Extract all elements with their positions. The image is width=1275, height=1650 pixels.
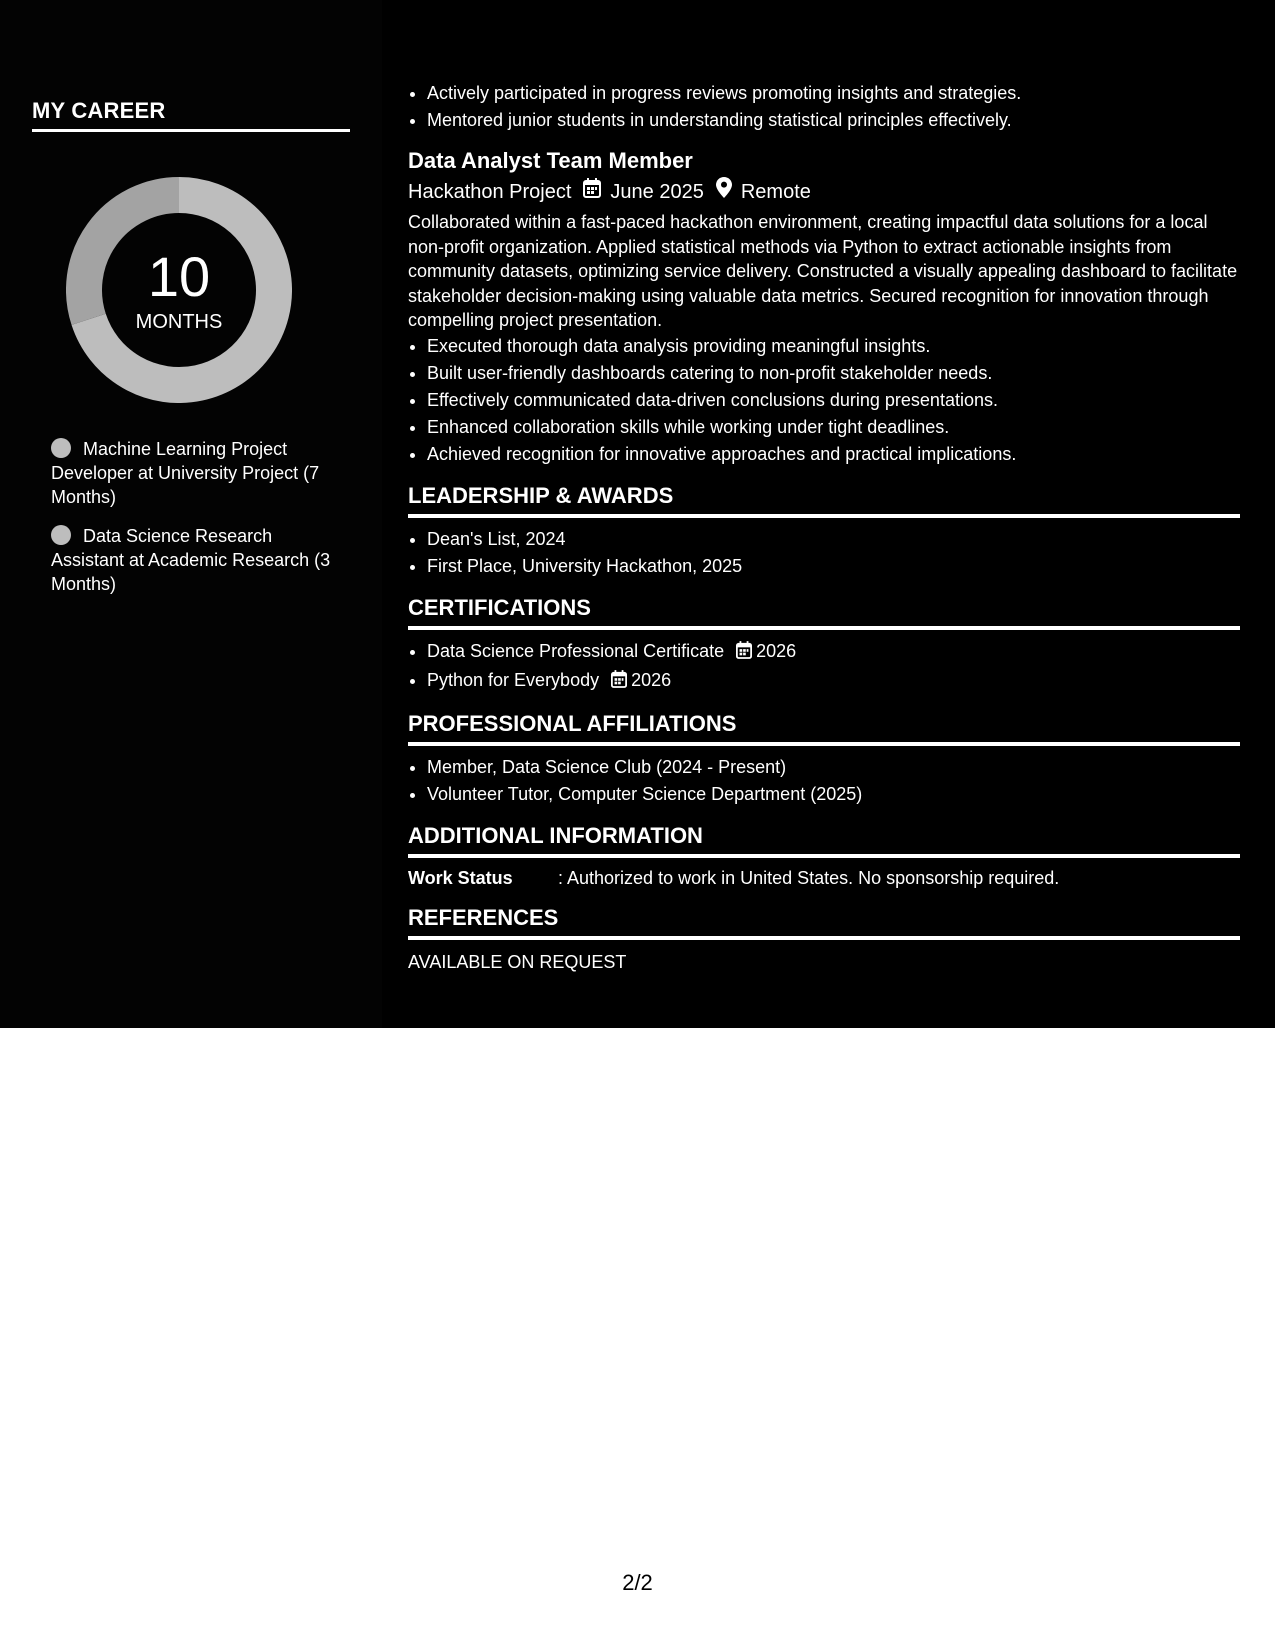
section-rule: [408, 936, 1240, 940]
career-heading-rule: [32, 129, 350, 132]
section-rule: [408, 626, 1240, 630]
career-dot-icon: [51, 525, 71, 545]
list-item: • Member, Data Science Club (2024 - Present): [427, 754, 1240, 781]
certifications-list: [408, 638, 1240, 696]
list-item: [427, 667, 1240, 696]
certifications-section-title: CERTIFICATIONS: [408, 594, 591, 620]
donut-unit-label: MONTHS: [135, 311, 223, 333]
references-section-title: REFERENCES: [408, 904, 559, 930]
main-column: [408, 80, 1240, 974]
list-item: [427, 638, 1240, 667]
list-item: • Effectively communicated data-driven conclusions during presentations.: [427, 387, 1240, 414]
certification-name: Data Science Professional Certificate: [427, 640, 725, 661]
career-donut-chart: [66, 177, 292, 403]
previous-job-bullets: [408, 80, 1240, 134]
career-dot-icon: [51, 438, 71, 458]
section-rule: [408, 514, 1240, 518]
certification-year: 2026: [756, 640, 797, 661]
leadership-list: [408, 526, 1240, 580]
job-date: June 2025: [610, 181, 704, 203]
work-status-row: [408, 866, 1240, 890]
affiliations-section-title: PROFESSIONAL AFFILIATIONS: [408, 710, 737, 736]
list-item: • Volunteer Tutor, Computer Science Department (2025): [427, 781, 1240, 808]
career-heading: MY CAREER: [32, 98, 166, 123]
donut-total-number: 10: [147, 245, 211, 308]
section-rule: [408, 854, 1240, 858]
career-item: [51, 437, 341, 509]
leadership-section-title: LEADERSHIP & AWARDS: [408, 482, 674, 508]
career-item-text: Data Science Research Assistant at Academic Research (3 Months): [51, 526, 331, 594]
job-bullets: [408, 333, 1240, 468]
list-item: • Executed thorough data analysis providing meaningful insights.: [427, 333, 1240, 360]
work-status-value: : Authorized to work in United States. No sponsorship required.: [558, 867, 1060, 888]
certification-year: 2026: [631, 669, 672, 690]
career-item: [51, 524, 341, 596]
list-item: • First Place, University Hackathon, 2025: [427, 553, 1240, 580]
career-item-text: Machine Learning Project Developer at University Project (7 Months): [51, 439, 320, 507]
list-item: • Achieved recognition for innovative approaches and practical implications.: [427, 441, 1240, 468]
job-meta: [408, 176, 1240, 208]
list-item: • Actively participated in progress reviews promoting insights and strategies.: [427, 80, 1240, 107]
work-status-label: Work Status: [408, 867, 513, 888]
list-item: • Mentored junior students in understanding statistical principles effectively.: [427, 107, 1240, 134]
job-location: Remote: [740, 181, 811, 203]
job-title: Data Analyst Team Member: [408, 148, 693, 173]
list-item: • Dean's List, 2024: [427, 526, 1240, 553]
references-text: AVAILABLE ON REQUEST: [408, 951, 627, 972]
job-company: Hackathon Project: [408, 181, 572, 203]
job-description: Collaborated within a fast-paced hackathon environment, creating impactful data solutions for a local non-profit organization. Applied statistical methods via Python to extract actionable insights from community datasets, optimizing service delivery. Constructed a visually appealing dashboard to facilitate stakeholder decision-making using valuable data metrics. Secured recognition for innovation through compelling project presentation.: [408, 212, 1238, 331]
map-pin-icon: [716, 176, 732, 208]
additional-info-section-title: ADDITIONAL INFORMATION: [408, 822, 703, 848]
calendar-icon: [611, 669, 627, 696]
certification-name: Python for Everybody: [427, 669, 600, 690]
list-item: • Built user-friendly dashboards catering to non-profit stakeholder needs.: [427, 360, 1240, 387]
calendar-icon: [736, 640, 752, 667]
affiliations-list: [408, 754, 1240, 808]
career-list: [51, 437, 341, 611]
page-number: 2/2: [622, 1570, 653, 1595]
calendar-icon: [583, 176, 601, 208]
sidebar: [0, 0, 382, 1028]
section-rule: [408, 742, 1240, 746]
list-item: • Enhanced collaboration skills while working under tight deadlines.: [427, 414, 1240, 441]
